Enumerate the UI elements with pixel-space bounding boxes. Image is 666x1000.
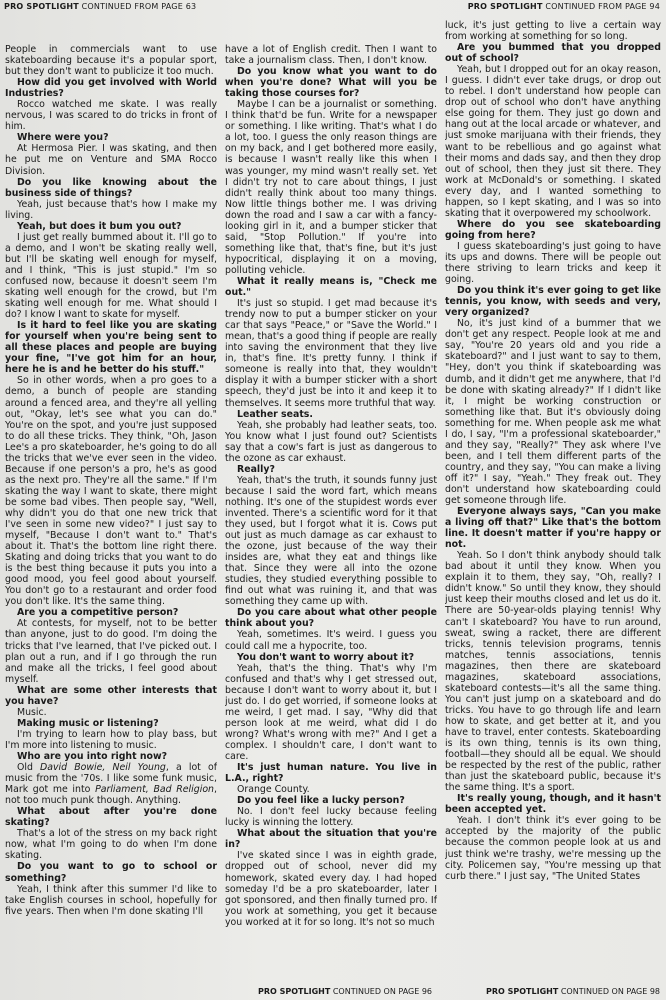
interview-answer: Yeah. I don't think it's ever going to be accepted by the majority of the public because the common people look at us and just think we're trashy, we're messing up the city. Policemen say, "You're messing up that curb there." I just say, "The United States [445, 815, 661, 882]
interview-question: Do you want to go to school or something? [5, 861, 217, 884]
continued-on-label: CONTINUED ON PAGE 98 [558, 987, 660, 996]
interview-question: How did you get involved with World Industries? [5, 77, 217, 100]
interview-answer: No. I don't feel lucky because feeling lucky is winning the lottery. [225, 806, 437, 829]
interview-question: What about the situation that you're in? [225, 828, 437, 851]
interview-question: Do you know what you want to do when you're done? What will you be taking those courses for? [225, 66, 437, 100]
continued-on-footer-middle [258, 987, 432, 996]
interview-question: What about after you're done skating? [5, 806, 217, 829]
interview-answer: I just get really bummed about it. I'll go to a demo, and I won't be skating really well, but I'll be skating well enough for myself, and I think, "This is just stupid." I'm so confused now, because it doesn't seem I'm skating well enough for the crowd, but I'm skating well enough for me. What should I do? I know I want to skate for myself. [5, 231, 217, 321]
continued-from-header-left [4, 2, 196, 11]
interview-question: Is it hard to feel like you are skating for yourself when you're being sent to all these places and people are buying your fine, "I've got him for an hour, here he is and he better do his stuff." [5, 320, 217, 376]
interview-answer: Yeah, she probably had leather seats, too. You know what I just found out? Scientists say that a cow's fart is just as dangerous to the ozone as car exhaust. [225, 419, 437, 464]
interview-question: Do you care about what other people think about you? [225, 607, 437, 630]
interview-answer: have a lot of English credit. Then I want to take a journalism class. Then, I don't know. [225, 44, 437, 67]
section-label: PRO SPOTLIGHT [486, 987, 559, 996]
interview-question: Who are you into right now? [17, 751, 168, 762]
interview-answer: Yeah, sometimes. It's weird. I guess you could call me a hypocrite, too. [225, 629, 437, 652]
interview-answer: So in other words, when a pro goes to a demo, a bunch of people are standing around a fenced area, and they're all yelling out, "Okay, let's see what you can do." You're on the spot, and you're just supposed to do all these tricks. They think, "Oh, Jason Lee's a pro skateboarder, he's going to do all the tricks that we've ever seen in the video. Because if one person's a pro, he's as good as the next pro. They're all the same." If I'm skating the way I want to skate, there might be some bad vibes. Then people say, "Well, why didn't you do that one new trick that I've seen in some new video?" I just say to myself, "Because I don't want to." That's about it. That's the bottom line right there. Skating and doing tricks that you want to do is the best thing because it puts you into a good mood, you feel good about yourself. You don't go to a restaurant and order food you don't like. It's the same thing. [5, 375, 217, 608]
interview-question: Yeah, but does it bum you out? [17, 220, 182, 232]
interview-question: What are some other interests that you have? [5, 684, 217, 707]
interview-answer: No, it's just kind of a bummer that we don't get any respect. People look at me and say, "You're 20 years old and you ride a skateboard?" and I just want to say to them, "Hey, don't you think if skateboarding was dumb, and it didn't get me anywhere, that I'd be done with skating already?" If I didn't like it, I might be working construction or something like that. But it's obviously doing something for me. When people ask me what I do, I say, "I'm a professional skateboarder," and they say, "Really?" They ask where I've been, and I tell them different parts of the country, and they say, "You can make a living off it?" I say, "Yeah." They freak out. They don't understand how skateboarding could get someone through life. [445, 318, 661, 507]
interview-question: Do you think it's ever going to get like tennis, you know, with seeds and very, very organized? [445, 285, 661, 319]
interview-question: Are you a competitive person? [17, 607, 179, 619]
continued-on-footer-right [486, 987, 660, 996]
interview-answer: Yeah, but I dropped out for an okay reason, I guess. I didn't ever take drugs, or drop out to rebel. I don't understand how people can drop out of school who don't have anything else going for them. They just go down and hang out at the local arcade or whatever, and just smoke marijuana with their friends, they want to be rebellious and go against what their moms and dads say, and then they drop out of school, then they just sit there. They work at McDonald's or something. I skated every day, and I wanted something to happen, so I kept skating, and I was so into skating that it overpowered my schoolwork. [445, 64, 661, 219]
interview-question: Leather seats. [237, 408, 313, 420]
section-label: PRO SPOTLIGHT [4, 2, 79, 11]
text-column-3 [445, 20, 661, 980]
interview-answer: People in commercials want to use skateboarding because it's a popular sport, but they don't want to publicize it too much. [5, 44, 217, 78]
interview-answer: Old David Bowie, Neil Young, a lot of music from the '70s. I like some funk music, Mark got me into Parliament, Bad Religion, not too much punk though. Anything. [5, 762, 217, 807]
interview-answer: It's just so stupid. I get mad because it's trendy now to put a bumper sticker on your car that says "Peace," or "Save the World." I mean, that's a good thing if people are really into saving the environment that they live in, that's fine. It's pretty funny. I think if someone is really into that, they wouldn't display it with a bumper sticker with a short speech, they'd just be into it and keep it to themselves. It seems more truthful that way. [225, 298, 437, 409]
interview-answer: That's a lot of the stress on my back right now, what I'm going to do when I'm done skating. [5, 828, 217, 862]
interview-question: Where were you? [17, 132, 109, 144]
interview-question: Do you feel like a lucky person? [237, 795, 405, 807]
section-label: PRO SPOTLIGHT [467, 2, 543, 11]
interview-question: What it really means is, "Check me out." [225, 275, 437, 299]
section-label: PRO SPOTLIGHT [258, 987, 331, 996]
interview-question: Making music or listening? [17, 717, 159, 729]
interview-question: Do you like knowing about the business side of things? [5, 176, 217, 199]
interview-answer: Yeah, that's the thing. That's why I'm confused and that's why I get stressed out, because I don't want to worry about it, but I just do. I do get worried, if someone looks at me weird, I get mad. I say, "Why did that person look at me weird, what did I do wrong? What's wrong with me?" And I get a complex. I shouldn't care, I don't want to care. [225, 662, 437, 762]
interview-answer: Yeah, just because that's how I make my living. [5, 198, 217, 221]
interview-answer: Yeah, I think after this summer I'd like to take English courses in school, hopefully for five years. Then when I'm done skating I'll [5, 883, 217, 917]
continued-from-label: CONTINUED FROM PAGE 94 [542, 2, 660, 11]
interview-answer: luck, it's just getting to live a certain way from working at something for so long. [445, 20, 661, 43]
interview-answer: At Hermosa Pier. I was skating, and then he put me on Venture and SMA Rocco Division. [5, 143, 217, 177]
text-column-2 [225, 44, 437, 970]
interview-question: Where do you see skateboarding going from here? [445, 218, 661, 241]
interview-answer: I'm trying to learn how to play bass, but I'm more into listening to music. [5, 728, 217, 751]
interview-answer: I guess skateboarding's just going to have its ups and downs. There will be people out there striving to learn tricks and keep it going. [445, 240, 661, 286]
interview-question: Everyone always says, "Can you make a living off that?" Like that's the bottom line. It doesn't matter if you're happy or not. [445, 506, 661, 551]
interview-answer: Yeah. So I don't think anybody should talk bad about it until they know. When you explain it to them, they say, "Oh, really? I didn't know." So until they know, they should just keep their mouths closed and let us do it. There are 50-year-olds playing tennis! Why can't I skateboard? You have to run around, sweat, swing a racket, there are different tricks, tennis television programs, tennis matches, tennis associations, tennis magazines, then there are skateboard magazines, skateboard associations, skateboard contests—it's all the same thing. You can't just jump on a skateboard and do tricks. You have to go through life and learn how to skate, and get better at it, and you have to travel, enter contests. Skateboarding is its own thing, tennis is its own thing, football—they should all be equal. We should be respected by the rest of the public, rather than just the skateboard public, because it's the same thing. It's a sport. [445, 550, 661, 794]
continued-from-label: CONTINUED FROM PAGE 63 [78, 2, 197, 11]
interview-question: You don't want to worry about it? [237, 651, 415, 663]
interview-question: Really? [237, 463, 275, 475]
interview-answer: Yeah, that's the truth, it sounds funny just because I said the word fart, which means nothing. It's one of the stupidest words ever invented. There's a scientific word for it that they used, but I forgot what it is. Cows put out just as much damage as car exhaust to the ozone, just because of the way their insides are, what they eat and things like that. Since they were all into the ozone studies, they studied everything possible to find out what was ruining it, and that was something they came up with. [225, 474, 437, 608]
interview-answer: Maybe I can be a journalist or something. I think that'd be fun. Write for a newspaper or something. I like writing. That's what I do a lot, too. I guess the only reason things are on my back, and I get bothered more easily, is because I wasn't really like this when I was younger, my mind wasn't really set. Yet I didn't try not to care about things, I just didn't really think about too many things. Now little things bother me. I was driving down the road and I saw a car with a fancy-looking girl in it, and a bumper sticker that said, "Stop Pollution." If you're into something like that, that's fine, but it's just hypocritical, displaying it on a moving, polluting vehicle. [225, 99, 437, 276]
interview-question: Are you bummed that you dropped out of school? [445, 42, 661, 65]
interview-answer: Rocco watched me skate. I was really nervous, I was scared to do tricks in front of him. [5, 99, 217, 133]
interview-answer: Orange County. [237, 784, 310, 796]
interview-answer: Music. [17, 706, 47, 718]
interview-answer: At contests, for myself, not to be better than anyone, just to do good. I'm doing the tricks that I've learned, that I've picked out. I plan out a run, and if I go through the run and make all the tricks, I feel good about myself. [5, 618, 217, 685]
interview-question: It's just human nature. You live in L.A., right? [225, 762, 437, 785]
continued-on-label: CONTINUED ON PAGE 96 [330, 987, 432, 996]
interview-question: It's really young, though, and it hasn't been accepted yet. [445, 793, 661, 816]
text-column-1 [5, 44, 217, 970]
continued-from-header-right [468, 2, 660, 11]
interview-answer: I've skated since I was in eighth grade, dropped out of school, never did my homework, skated every day. I had hoped someday I'd be a pro skateboarder, later I got sponsored, and then finally turned pro. If you work at something, you get it because you worked at it for so long. It's not so much [225, 850, 437, 928]
